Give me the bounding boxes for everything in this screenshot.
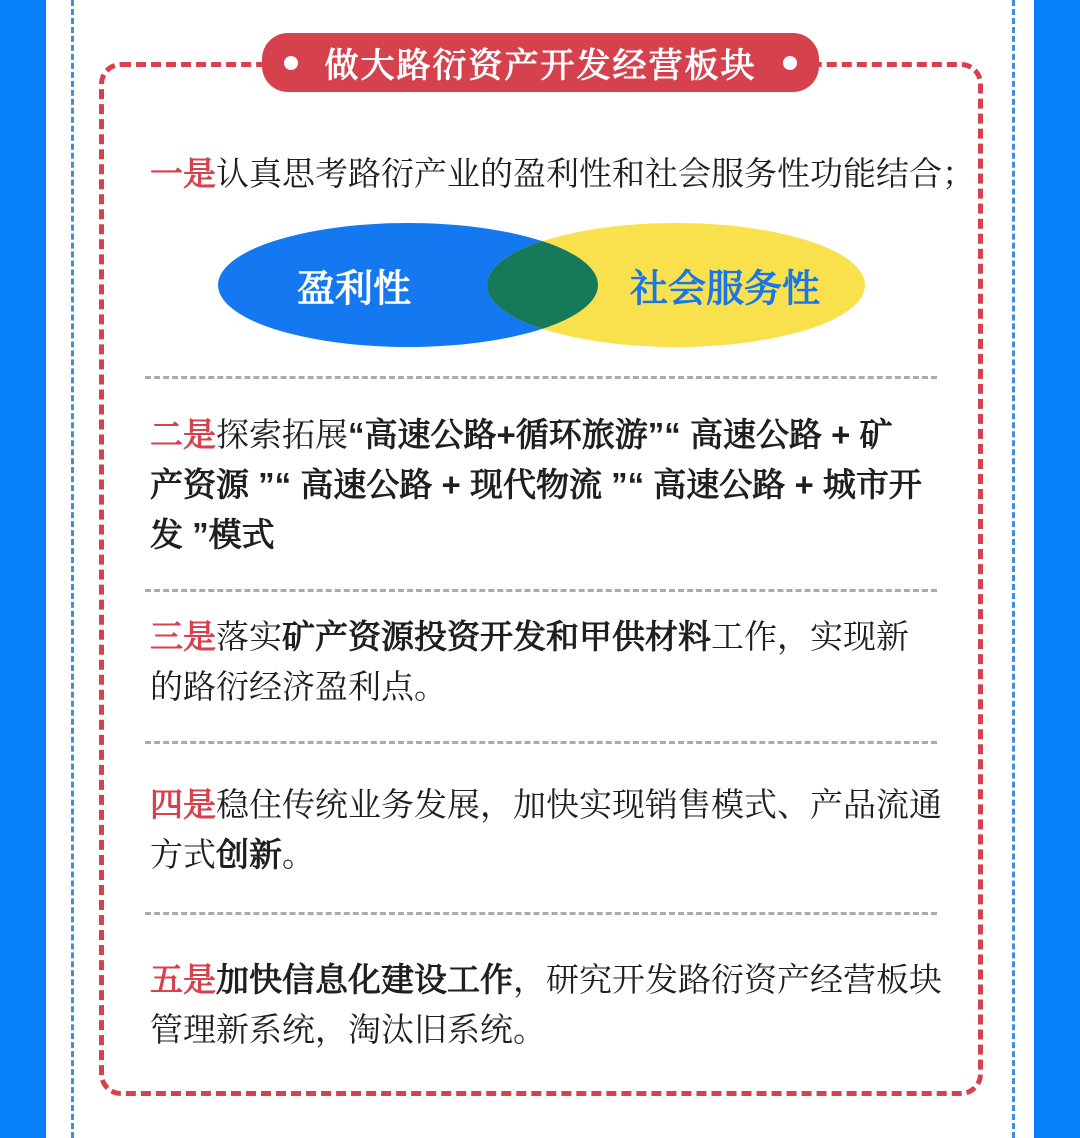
section-two: [150, 410, 932, 560]
section-four-text: 方式: [150, 836, 216, 873]
text-line: [150, 460, 932, 510]
section-four-text-bold: 创新: [216, 836, 282, 873]
left-blue-band: [0, 0, 46, 1138]
right-blue-dashed-line: [1012, 0, 1015, 1138]
text-line: [150, 510, 932, 560]
banner-title: 做大路衍资产开发经营板块: [324, 47, 757, 85]
text-line: [150, 662, 932, 712]
section-two-marker: 二是: [150, 416, 216, 453]
section-four-marker: 四是: [150, 786, 216, 823]
venn-diagram: [218, 223, 865, 347]
dashed-separator: [145, 376, 937, 379]
dashed-separator: [145, 912, 937, 915]
section-one: [150, 149, 975, 199]
section-two-text-bold: “高速公路+循环旅游”“ 高速公路 + 矿: [348, 416, 893, 453]
section-title-banner: [262, 33, 819, 92]
section-five: [150, 955, 942, 1055]
section-three-text: 的路衍经济盈利点。: [150, 668, 447, 705]
text-line: [150, 410, 932, 460]
dashed-separator: [145, 589, 937, 592]
section-five-text: 管理新系统，淘汰旧系统。: [150, 1011, 546, 1048]
text-line: [150, 780, 942, 830]
section-four-text: 稳住传统业务发展，加快实现销售模式、产品流通: [216, 786, 942, 823]
section-three-text: 落实: [216, 618, 282, 655]
text-line: [150, 1005, 932, 1055]
section-one-marker: 一是: [150, 155, 216, 192]
section-one-text: 认真思考路衍产业的盈利性和社会服务性功能结合；: [216, 155, 975, 192]
section-two-text: 探索拓展: [216, 416, 348, 453]
section-three-text-bold: 矿产资源投资开发和甲供材料: [282, 618, 711, 655]
section-two-text-bold: 产资源 ”“ 高速公路 + 现代物流 ”“ 高速公路 + 城市开: [150, 466, 922, 503]
bullet-dot-icon: [783, 56, 797, 70]
bullet-dot-icon: [284, 56, 298, 70]
section-three: [150, 612, 932, 712]
section-four-text: 。: [282, 836, 315, 873]
section-two-text-bold: 发 ”模式: [150, 516, 275, 553]
section-three-marker: 三是: [150, 618, 216, 655]
dashed-separator: [145, 741, 937, 744]
text-line: [150, 149, 975, 199]
section-five-marker: 五是: [150, 961, 216, 998]
section-four: [150, 780, 942, 880]
text-line: [150, 955, 942, 1005]
section-three-text: 工作，实现新: [711, 618, 909, 655]
section-five-text-bold: 加快信息化建设工作: [216, 961, 513, 998]
venn-left-label: 盈利性: [296, 268, 412, 311]
left-blue-dashed-line: [71, 0, 74, 1138]
section-five-text: ，研究开发路衍资产经营板块: [513, 961, 942, 998]
text-line: [150, 612, 932, 662]
content-card: [99, 62, 983, 1096]
right-blue-band: [1034, 0, 1080, 1138]
venn-right-label: 社会服务性: [629, 268, 821, 311]
text-line: [150, 830, 932, 880]
